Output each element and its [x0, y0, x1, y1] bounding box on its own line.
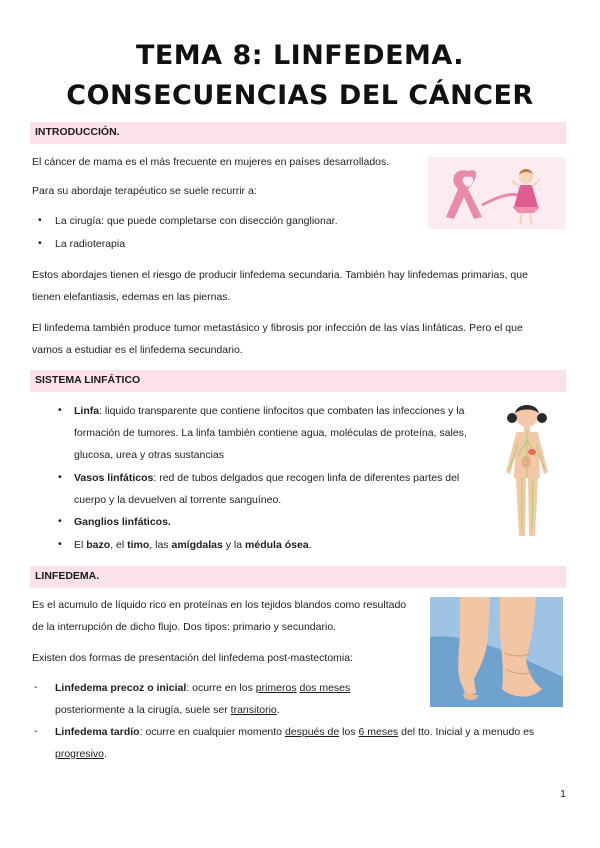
linfedema-paragraph-2: Existen dos formas de presentación del linfedema post-mastectomia:	[32, 652, 353, 664]
bullet-icon: •	[38, 214, 42, 226]
intro-paragraph-3-line-1: Estos abordajes tienen el riesgo de producir linfedema secundaria. También hay linfedemas primarias, que	[32, 269, 528, 281]
bullet-icon: •	[58, 471, 62, 483]
swollen-legs-illustration	[430, 597, 563, 712]
bullet-icon: •	[58, 538, 62, 550]
intro-bullet-1: La cirugía: que puede completarse con disección ganglionar.	[55, 215, 338, 227]
precoz-line-2: posteriormente a la cirugía, suele ser transitorio.	[55, 704, 280, 716]
linfa-term: Linfa	[74, 405, 100, 417]
bullet-icon: •	[58, 404, 62, 416]
ganglios-term: Ganglios linfáticos.	[74, 516, 171, 528]
section-header-intro	[30, 122, 566, 144]
linfa-line-1	[74, 405, 465, 417]
intro-bullet-2: La radioterapia	[55, 238, 126, 250]
title-line-1: TEMA 8: LINFEDEMA. CONSECUENCIAS DEL CÁNCER	[66, 40, 534, 111]
ganglios-line	[74, 516, 171, 528]
vasos-line-2: cuerpo y la devuelven al torrente sanguíneo.	[74, 494, 282, 506]
page-number: 1	[560, 788, 566, 800]
intro-paragraph-4-line-2: vamos a estudiar es el linfedema secundario.	[32, 344, 243, 356]
tardio-line-2: progresivo.	[55, 748, 107, 760]
section-header-label: INTRODUCCIÓN.	[35, 126, 120, 138]
intro-paragraph-3-line-2: tienen elefantiasis, edemas en las piernas.	[32, 291, 231, 303]
linfa-line-3: glucosa, urea y otras sustancias	[74, 449, 224, 461]
section-header-linfatico	[30, 370, 566, 392]
dash-bullet: -	[34, 725, 38, 737]
bullet-icon: •	[58, 515, 62, 527]
pink-ribbon-illustration	[428, 157, 565, 234]
section-header-label: LINFEDEMA.	[35, 570, 100, 582]
linfa-line-2: formación de tumores. La linfa también contiene agua, moléculas de proteína, sales,	[74, 427, 467, 439]
vasos-definition: : red de tubos delgados que recogen linfa de diferentes partes del	[153, 472, 460, 484]
lymphatic-system-illustration	[500, 400, 555, 545]
section-header-label: SISTEMA LINFÁTICO	[35, 374, 141, 386]
bullet-icon: •	[38, 237, 42, 249]
tardio-line-1: Linfedema tardío: ocurre en cualquier momento después de los 6 meses del tto. Inicial y a menudo es	[55, 726, 535, 738]
vasos-line-1	[74, 472, 459, 484]
dash-bullet: -	[34, 681, 38, 693]
organs-line: El bazo, el timo, las amígdalas y la médula ósea.	[74, 539, 312, 551]
linfedema-paragraph-1-line-2: de la interrupción de dicho flujo. Dos tipos: primario y secundario.	[32, 621, 337, 633]
section-header-linfedema	[30, 566, 566, 588]
linfa-definition: : liquido transparente que contiene linfocitos que combaten las infecciones y la	[99, 405, 465, 417]
precoz-line-1: Linfedema precoz o inicial: ocurre en los primeros dos meses	[55, 682, 351, 694]
linfedema-paragraph-1-line-1: Es el acumulo de líquido rico en proteínas en los tejidos blandos como resultado	[32, 599, 407, 611]
intro-paragraph-1: El cáncer de mama es el más frecuente en mujeres en países desarrollados.	[32, 156, 390, 168]
vasos-term: Vasos linfáticos	[74, 472, 154, 484]
intro-paragraph-2: Para su abordaje terapéutico se suele recurrir a:	[32, 185, 257, 197]
intro-paragraph-4-line-1: El linfedema también produce tumor metastásico y fibrosis por infección de las vías linfáticas. Pero el que	[32, 322, 523, 334]
